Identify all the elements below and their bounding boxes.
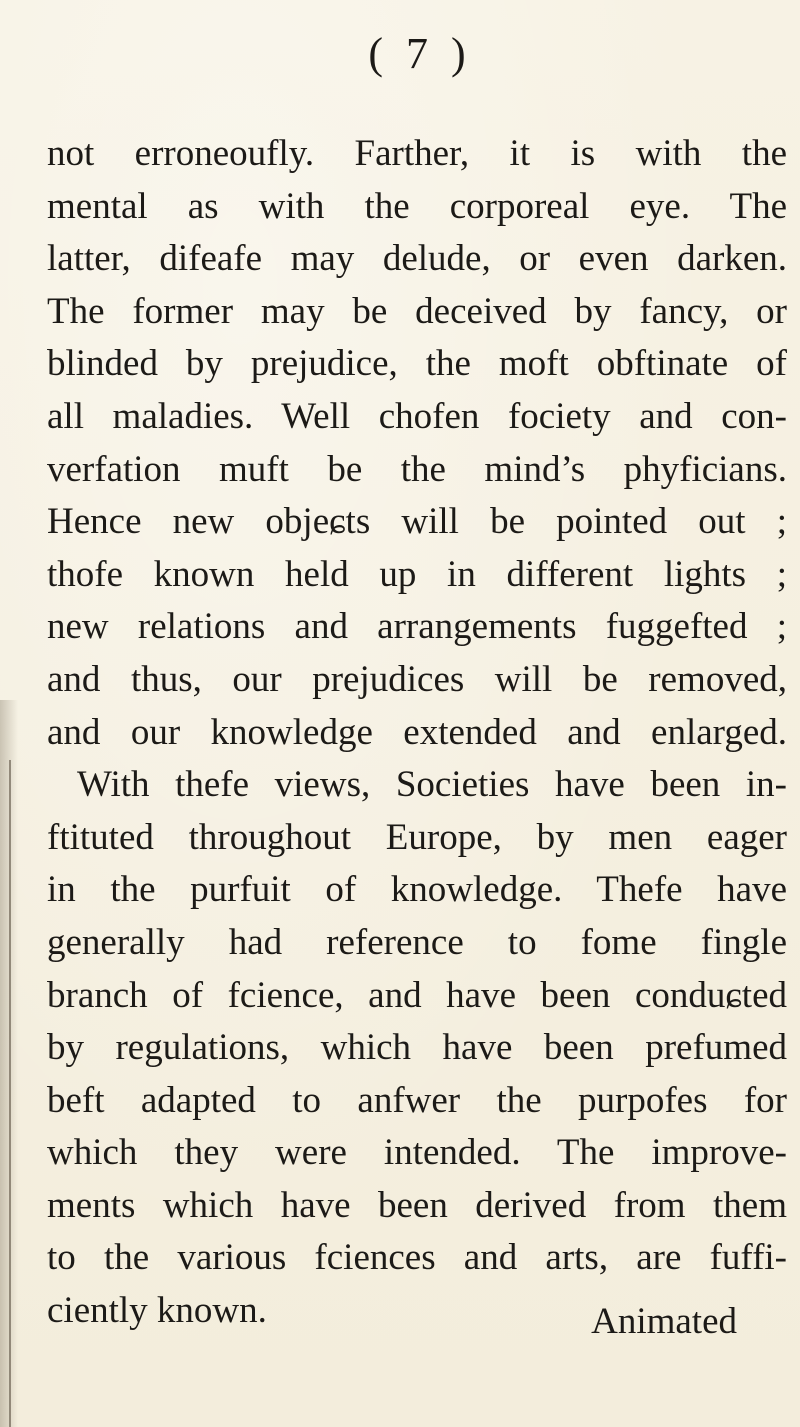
text-line: thofe known held up in different lights ; xyxy=(47,553,787,595)
text-line: ftituted throughout Europe, by men eager xyxy=(47,816,787,858)
body-text xyxy=(47,128,787,1338)
text-line: mental as with the corporeal eye. The xyxy=(47,185,787,227)
text-line: not erroneoufly. Farther, it is with the xyxy=(47,133,787,174)
text-line: verfation muft be the mind’s phyficians. xyxy=(47,448,787,490)
page-number: ( 7 ) xyxy=(368,29,472,78)
text-line: and thus, our prejudices will be removed, xyxy=(47,658,787,700)
text-line: blinded by prejudice, the moft obftinate of xyxy=(47,343,787,385)
text-line: ciently known. xyxy=(47,1290,267,1332)
text-line: all maladies. Well chofen fociety and con- xyxy=(47,395,787,437)
text-line: branch of fcience, and have been conduɕted xyxy=(47,974,787,1016)
text-line: The former may be deceived by fancy, or xyxy=(47,290,787,332)
text-line: With thefe views, Societies have been in- xyxy=(77,764,787,806)
text-line: to the various fciences and arts, are fuffi- xyxy=(47,1237,787,1279)
text-line: generally had reference to fome fingle xyxy=(47,921,787,963)
text-line: Hence new objeɕts will be pointed out ; xyxy=(47,501,787,543)
text-line: ments which have been derived from them xyxy=(47,1184,787,1226)
catchword: Animated xyxy=(591,1301,737,1342)
text-line: and our knowledge extended and enlarged. xyxy=(47,711,787,753)
text-line: new relations and arrangements fuggefted ; xyxy=(47,606,787,648)
text-line: which they were intended. The improve- xyxy=(47,1132,787,1174)
text-line: by regulations, which have been prefumed xyxy=(47,1027,787,1069)
text-line: in the purfuit of knowledge. Thefe have xyxy=(47,869,787,911)
text-line: latter, difeafe may delude, or even darken. xyxy=(47,238,787,280)
text-line: beft adapted to anfwer the purpofes for xyxy=(47,1079,787,1121)
